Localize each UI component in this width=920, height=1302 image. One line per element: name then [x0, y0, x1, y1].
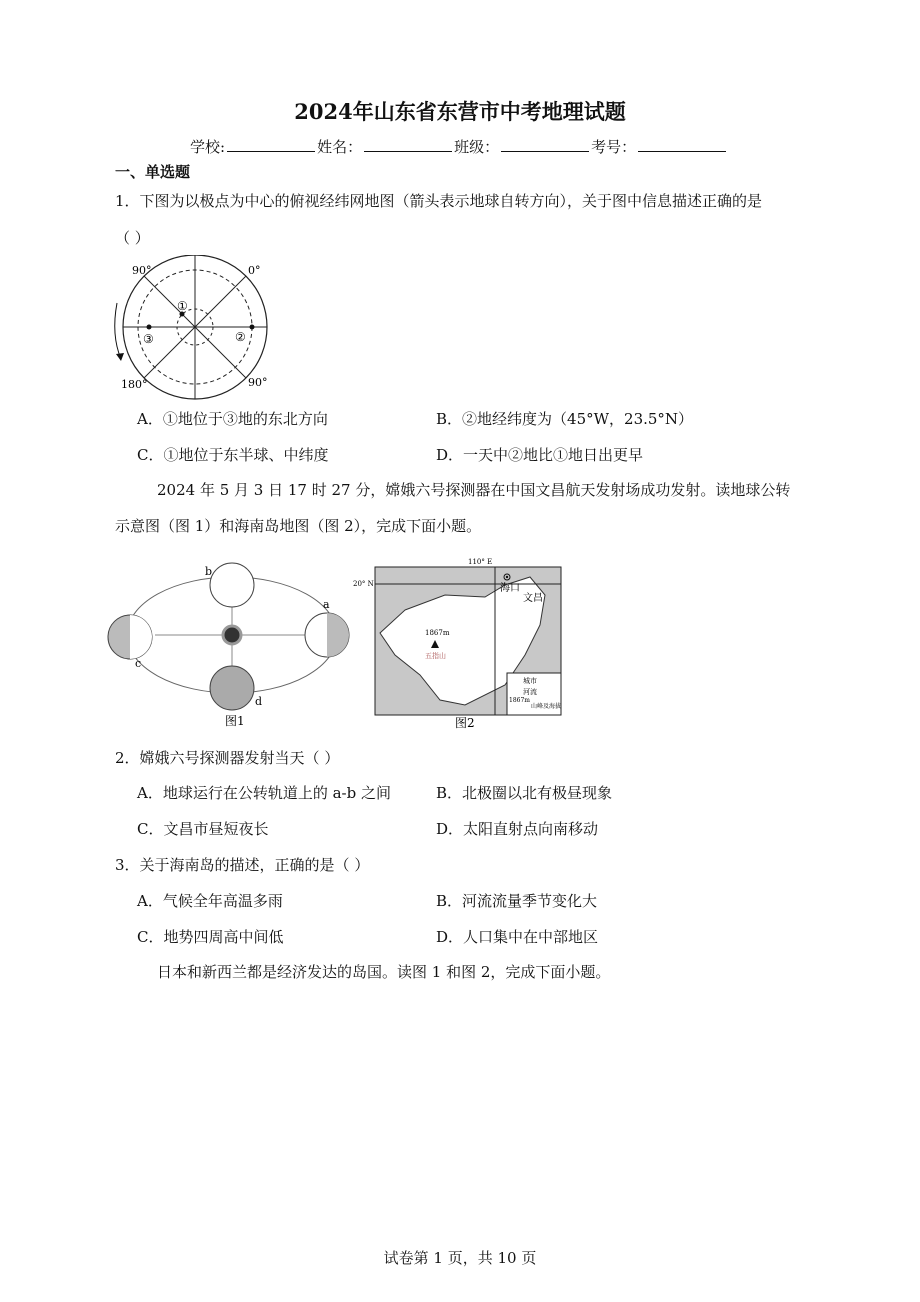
- peak-elevation: 1867m: [425, 629, 450, 637]
- q2-option-d[interactable]: D．太阳直射点向南移动: [436, 820, 599, 838]
- q1-option-d[interactable]: D．一天中②地比①地日出更早: [436, 446, 644, 464]
- legend-city: 城市: [523, 677, 537, 685]
- q2-stem: 2．嫦娥六号探测器发射当天（ ）: [115, 749, 340, 767]
- point-1-label: ①: [177, 299, 188, 313]
- legend-river: 河流: [523, 688, 537, 696]
- point-2-label: ②: [235, 330, 246, 344]
- q1-option-a[interactable]: A．①地位于③地的东北方向: [137, 410, 328, 428]
- name-label: 姓名：: [317, 138, 363, 156]
- q3-option-d[interactable]: D．人口集中在中部地区: [436, 928, 599, 946]
- q3-option-b[interactable]: B．河流流量季节变化大: [436, 892, 598, 910]
- longitude-label: 110° E: [468, 558, 493, 566]
- passage1-line1: 2024 年 5 月 3 日 17 时 27 分，嫦娥六号探测器在中国文昌航天发射场成功发射。读地球公转: [157, 481, 791, 499]
- q3-stem: 3．关于海南岛的描述，正确的是（ ）: [115, 856, 370, 874]
- q2-option-a[interactable]: A．地球运行在公转轨道上的 a-b 之间: [137, 784, 391, 802]
- q3-option-a[interactable]: A．气候全年高温多雨: [137, 892, 283, 910]
- name-blank[interactable]: [364, 137, 452, 152]
- q3-option-c[interactable]: C．地势四周高中间低: [137, 928, 284, 946]
- number-blank[interactable]: [638, 137, 726, 152]
- fig1-caption: 图1: [225, 714, 245, 728]
- q1-paren: （ ）: [115, 229, 150, 247]
- wenchang-label: 文昌: [523, 593, 543, 604]
- label-0: 0°: [248, 264, 261, 277]
- latitude-label: 20° N: [353, 580, 374, 588]
- legend-peak-value: 1867m: [509, 697, 530, 704]
- q1-option-b[interactable]: B．②地经纬度为（45°W，23.5°N）: [436, 410, 694, 428]
- fig2-caption: 图2: [455, 716, 475, 730]
- point-3-label: ③: [143, 332, 154, 346]
- polar-grid-figure: [105, 255, 275, 400]
- peak-name: 五指山: [425, 652, 446, 660]
- position-c: c: [135, 657, 142, 670]
- label-90-br: 90°: [248, 376, 268, 389]
- student-info-line: [190, 137, 728, 157]
- page-title: 2024年山东省东营市中考地理试题: [294, 99, 626, 124]
- haikou-label: 海口: [500, 583, 520, 594]
- section-heading: 一、单选题: [115, 163, 191, 181]
- school-label: 学校:: [190, 138, 226, 156]
- q1-stem: 1．下图为以极点为中心的俯视经纬网地图（箭头表示地球自转方向），关于图中信息描述正确的是: [115, 192, 763, 210]
- number-label: 考号：: [591, 138, 637, 156]
- position-b: b: [205, 565, 213, 578]
- label-90-tl: 90°: [132, 264, 152, 277]
- hainan-map-figure: [345, 555, 570, 735]
- q1-option-c[interactable]: C．①地位于东半球、中纬度: [137, 446, 329, 464]
- position-d: d: [255, 695, 263, 708]
- position-a: a: [323, 598, 330, 611]
- class-label: 班级：: [454, 138, 500, 156]
- q2-option-b[interactable]: B．北极圈以北有极昼现象: [436, 784, 613, 802]
- page-footer: 试卷第 1 页，共 10 页: [383, 1249, 537, 1267]
- passage1-line2: 示意图（图 1）和海南岛地图（图 2），完成下面小题。: [115, 517, 482, 535]
- earth-revolution-figure: [105, 555, 360, 730]
- class-blank[interactable]: [501, 137, 589, 152]
- passage2: 日本和新西兰都是经济发达的岛国。读图 1 和图 2，完成下面小题。: [157, 963, 611, 981]
- q2-option-c[interactable]: C．文昌市昼短夜长: [137, 820, 269, 838]
- legend-peak: 山峰及海拔: [531, 703, 562, 710]
- label-180: 180°: [121, 378, 148, 391]
- school-blank[interactable]: [227, 137, 315, 152]
